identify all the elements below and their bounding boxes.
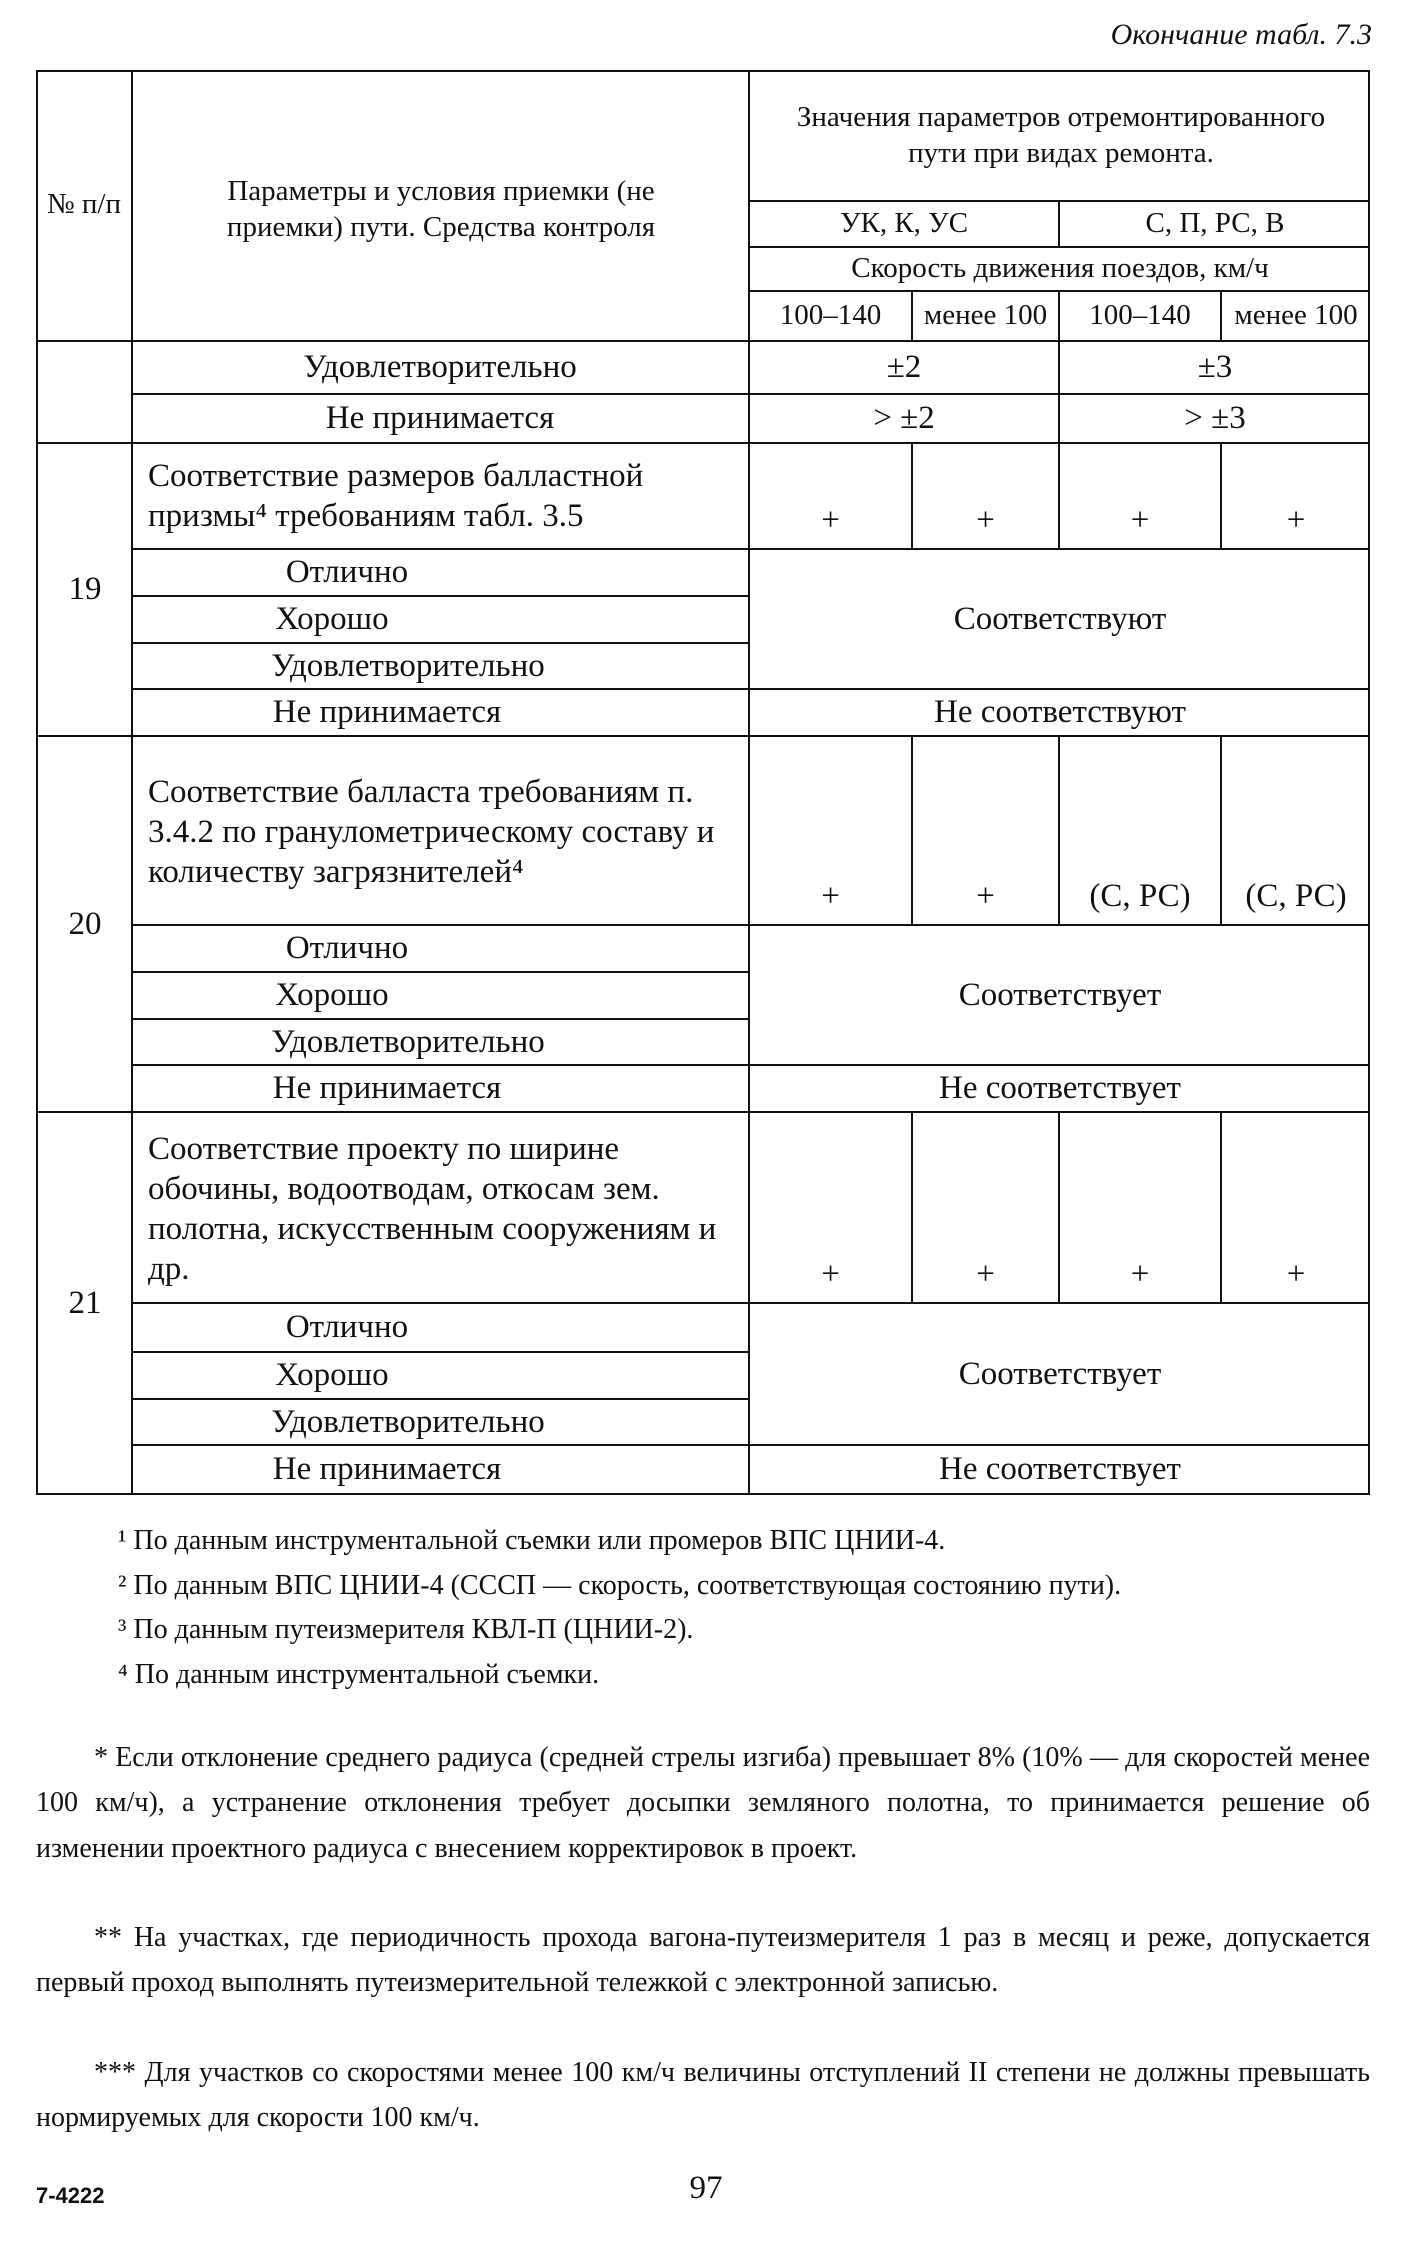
grade-label: Удовлетворительно bbox=[271, 1023, 545, 1060]
table-border bbox=[36, 1493, 1370, 1495]
grade-label: Удовлетворительно bbox=[271, 1403, 545, 1440]
row-mark: + bbox=[976, 501, 995, 538]
reject-value: Не соответствуют bbox=[934, 694, 1186, 731]
cont-row1-value-group2: ±3 bbox=[1197, 349, 1233, 386]
header-parameters: Параметры и условия приемки (не приемки) пути. Средства контроля bbox=[226, 175, 656, 243]
row-mark: + bbox=[1286, 501, 1306, 538]
header-speed-col: менее 100 bbox=[923, 299, 1048, 332]
row-parameter: Соответствие проекту по ширине обочины, водоотводам, откосам зем. полотна, искусственным сооружениям и др. bbox=[148, 1130, 717, 1288]
page-number: 97 bbox=[689, 2170, 723, 2206]
grade-label: Удовлетворительно bbox=[271, 647, 545, 684]
grades-value: Соответствуют bbox=[953, 600, 1167, 637]
row-mark: + bbox=[821, 877, 840, 914]
header-repair-group-2: С, П, РС, В bbox=[1145, 207, 1285, 240]
row-mark: + bbox=[1130, 1255, 1150, 1292]
reject-label: Не принимается bbox=[272, 1451, 502, 1488]
row-parameter: Соответствие размеров балластной призмы⁴ требованиям табл. 3.5 bbox=[148, 457, 644, 534]
grade-label: Отлично bbox=[285, 930, 409, 967]
row-number: 20 bbox=[68, 905, 102, 942]
row-mark: + bbox=[1286, 1255, 1306, 1292]
footnote: ⁴ По данным инструментальной съемки. bbox=[118, 1659, 600, 1690]
cont-row2-value-group2: > ±3 bbox=[1184, 400, 1246, 437]
row-mark: (С, РС) bbox=[1089, 877, 1191, 914]
grade-label: Хорошо bbox=[275, 601, 389, 638]
grade-label: Отлично bbox=[285, 554, 409, 591]
row-mark: + bbox=[1130, 501, 1150, 538]
header-speed-col: менее 100 bbox=[1234, 299, 1358, 332]
row-mark: (С, РС) bbox=[1245, 877, 1347, 914]
row-number: 19 bbox=[68, 571, 102, 608]
footnote: ¹ По данным инструментальной съемки или промеров ВПС ЦНИИ-4. bbox=[118, 1525, 946, 1556]
header-number: № п/п bbox=[46, 188, 121, 221]
note-paragraph: *** Для участков со скоростями менее 100 км/ч величины отступлений II степени не должны превышать нормируемых для скорости 100 км/ч. bbox=[36, 2057, 1370, 2134]
cont-row1-label: Удовлетворительно bbox=[303, 349, 577, 386]
reject-value: Не соответствует bbox=[939, 1451, 1181, 1488]
row-mark: + bbox=[976, 877, 995, 914]
table-continuation-caption: Окончание табл. 7.3 bbox=[1110, 18, 1372, 51]
cont-row1-value-group1: ±2 bbox=[886, 349, 922, 386]
reject-label: Не принимается bbox=[272, 694, 502, 731]
row-mark: + bbox=[821, 501, 840, 538]
grades-value: Соответствует bbox=[958, 1355, 1162, 1392]
grade-label: Отлично bbox=[285, 1309, 409, 1346]
header-speed: Скорость движения поездов, км/ч bbox=[851, 252, 1269, 285]
cont-row2-value-group1: > ±2 bbox=[873, 400, 935, 437]
cont-row2-label: Не принимается bbox=[325, 400, 555, 437]
footnote: ² По данным ВПС ЦНИИ-4 (СССП — скорость, соответствующая состоянию пути). bbox=[118, 1570, 1122, 1601]
grade-label: Хорошо bbox=[275, 1357, 389, 1394]
reject-label: Не принимается bbox=[272, 1070, 502, 1107]
acceptance-table bbox=[36, 70, 1370, 1495]
grade-label: Хорошо bbox=[275, 977, 389, 1014]
header-values-title: Значения параметров отремонтированного пути при видах ремонта. bbox=[796, 101, 1326, 169]
table-border bbox=[36, 70, 1370, 72]
row-mark: + bbox=[976, 1255, 995, 1292]
header-repair-group-1: УК, К, УС bbox=[839, 207, 969, 240]
note-paragraph: ** На участках, где периодичность прохода вагона-путеизмерителя 1 раз в месяц и реже, допускается первый проход выполнять путеизмерительной тележкой с электронной записью. bbox=[36, 1922, 1370, 1999]
footnote: ³ По данным путеизмерителя КВЛ-П (ЦНИИ-2). bbox=[118, 1614, 694, 1645]
row-mark: + bbox=[821, 1255, 840, 1292]
row-parameter: Соответствие балласта требованиям п. 3.4.2 по гранулометрическому составу и количеству загрязнителей⁴ bbox=[148, 773, 715, 891]
header-speed-col: 100–140 bbox=[779, 299, 882, 332]
header-speed-col: 100–140 bbox=[1089, 299, 1191, 332]
print-code: 7-4222 bbox=[36, 2183, 105, 2208]
reject-value: Не соответствует bbox=[939, 1070, 1181, 1107]
grades-value: Соответствует bbox=[958, 976, 1162, 1013]
row-number: 21 bbox=[68, 1284, 102, 1321]
note-paragraph: * Если отклонение среднего радиуса (средней стрелы изгиба) превышает 8% (10% — для скоростей менее 100 км/ч), а устранение отклонения требует досыпки земляного полотна, то принимается решение об изменении проектного радиуса с внесением корректировок в проект. bbox=[36, 1742, 1370, 1864]
